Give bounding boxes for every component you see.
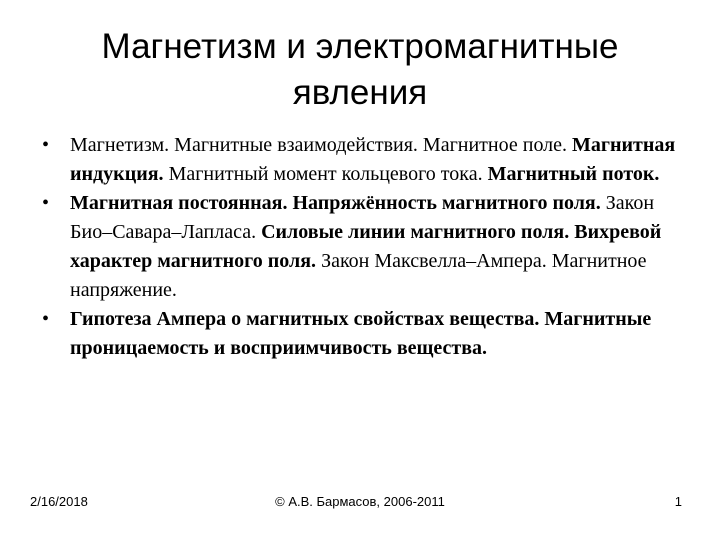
bullet-text-segment-bold: Силовые линии магнитного поля. Вихревой характер магнитного поля. (70, 221, 662, 272)
bullet-dot-icon: • (42, 134, 50, 156)
bullet-text-segment: Магнитный момент кольцевого тока. (163, 163, 488, 185)
bullet-dot-icon: • (42, 192, 50, 214)
bullet-item (40, 305, 690, 363)
footer-date: 2/16/2018 (30, 494, 88, 509)
bullet-text-segment: Закон Максвелла–Ампера. Магнитное напряжение. (70, 250, 647, 301)
bullet-text-segment-bold: Гипотеза Ампера о магнитных свойствах вещества. Магнитные проницаемость и восприимчивость вещества. (70, 308, 652, 359)
slide-title (40, 24, 680, 116)
bullet-text-segment: Магнетизм. Магнитные взаимодействия. Магнитное поле. (70, 134, 573, 156)
footer-copyright: © А.В. Бармасов, 2006-2011 (275, 494, 445, 509)
bullet-text-segment-bold: Магнитная индукция. (70, 134, 676, 185)
footer-page-number: 1 (674, 494, 682, 509)
bullet-list (40, 131, 690, 363)
slide-title-line-2: явления (292, 73, 428, 112)
bullet-item (40, 189, 690, 305)
bullet-text-segment-bold: Магнитный поток. (487, 163, 660, 185)
bullet-text-segment-bold: Магнитная постоянная. Напряжённость магнитного поля. (70, 192, 601, 214)
bullet-item (40, 131, 690, 189)
bullet-dot-icon: • (42, 308, 50, 330)
slide-title-line-1: Магнетизм и электромагнитные (101, 27, 619, 66)
bullet-text-segment: Закон Био–Савара–Лапласа. (70, 192, 655, 243)
